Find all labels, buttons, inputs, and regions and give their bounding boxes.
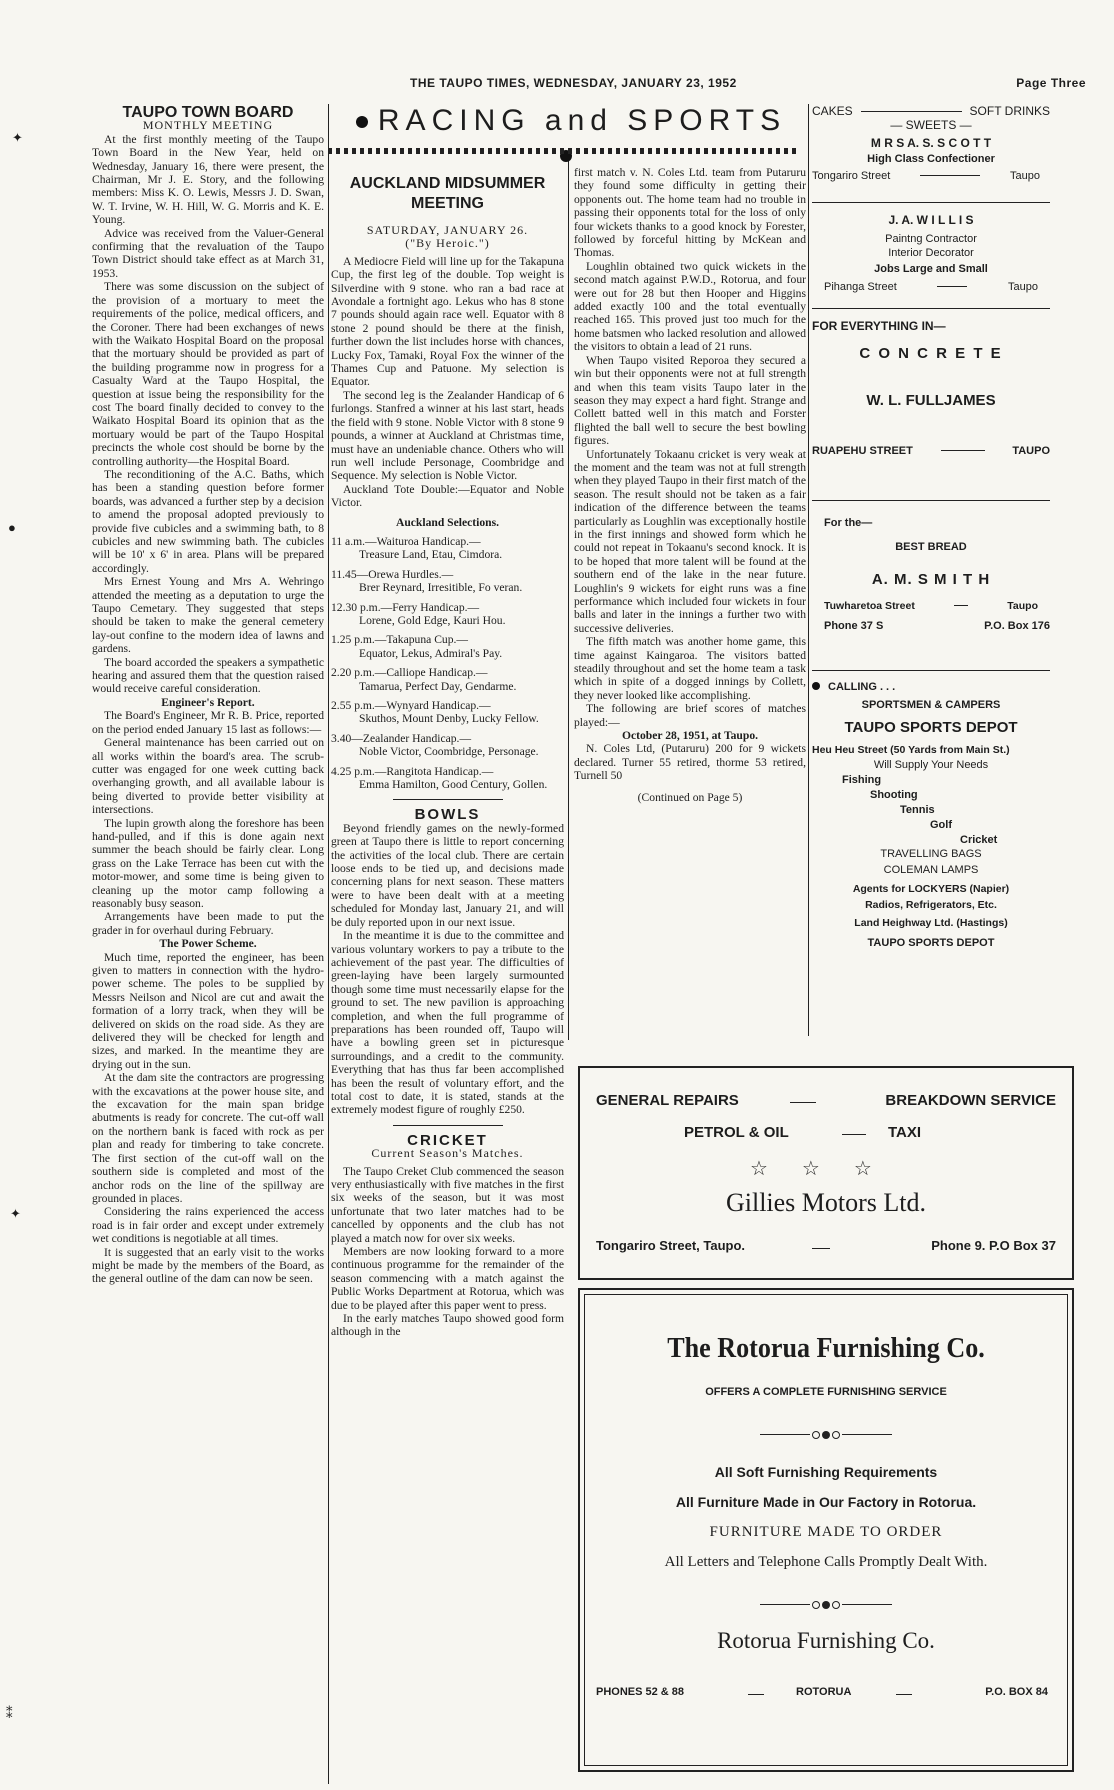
paragraph: Unfortunately Tokaanu cricket is very weak at the moment and the team was not at full strength when they played Taupo in their first match of the season. The result should not be taken as a fair indication of the difference between the teams particularly as Loughlin was exceptionally hostile in the first innings and showed form which he could not repeat in Tokaanu's second knock. It is to be hoped that more talent will be found at the southern end of the lake in the near future. Loughlin's 9 wickets for eight runs was a fine performance which included four wickets in four balls and later in the innings a further two with successive deliveries. bbox=[574, 447, 806, 635]
rotorua-furnishing-ad bbox=[578, 1288, 1074, 1772]
ads-column bbox=[812, 104, 1050, 977]
bread-ad bbox=[812, 501, 1050, 671]
race-picks: Treasure Land, Etau, Cimdora. bbox=[359, 548, 503, 562]
divider bbox=[790, 1092, 816, 1103]
dashed-rule bbox=[328, 148, 798, 154]
ornament bbox=[580, 1422, 1072, 1440]
ad-text: P.O. BOX 84 bbox=[985, 1686, 1048, 1698]
paragraph: The lupin growth along the foreshore has been hand-pulled, and if this is done again next summer the beach should be fairly clear. Long grass on the Lake Terrace has been cut with the motor-mower, and some time is being given to cleaning up the motor camp following a reasonably busy season. bbox=[92, 816, 324, 910]
ad-headline: C O N C R E T E bbox=[859, 345, 1003, 362]
ad-text: TAUPO SPORTS DEPOT bbox=[867, 937, 995, 949]
paragraph: The Taupo Creket Club commenced the season very enthusiastically with five matches in the first six weeks of the season, but it was most unfortunate that two later matches had to be cancelled by opponents and the club has not played a match now for over six weeks. bbox=[331, 1164, 564, 1245]
ad-text: Interior Decorator bbox=[888, 247, 974, 259]
paragraph: At the dam site the contractors are progressing with the excavations at the power house site, and the excavation for the main span bridge abutments is ready for concrete. The cut-off wall on the northern bank is faced with rock as per plan and ready for timbering to take concrete. The first section of the cut-off wall on the southern side is completed and most of the anchor rods on the line of the spillway are grounded in places. bbox=[92, 1071, 324, 1205]
ad-text: High Class Confectioner bbox=[867, 153, 995, 165]
racing-sports-banner bbox=[338, 104, 794, 148]
divider bbox=[954, 600, 968, 606]
ad-name: TAUPO SPORTS DEPOT bbox=[844, 719, 1018, 736]
willis-ad bbox=[812, 203, 1050, 309]
paragraph: The fifth match was another home game, this time against Kaingaroa. The visitors batted steadily throughout and set the home team a task which in spite of a dogged innings by Collett, they never looked like accomplishing. bbox=[574, 635, 806, 702]
ad-text: Land Heighway Ltd. (Hastings) bbox=[854, 917, 1008, 929]
ad-text: TAUPO bbox=[1012, 445, 1050, 457]
ad-text: Paintng Contractor bbox=[885, 233, 977, 245]
ad-text: Cricket bbox=[960, 834, 998, 846]
article-title: AUCKLAND MIDSUMMER MEETING bbox=[349, 175, 546, 212]
divider bbox=[861, 104, 962, 112]
paragraph: In the meantime it is due to the committee and various voluntary workers to pay a tribute to the achievement of the past year. The difficulties of green-laying have been largely surmounted though some time must necessarily elapse for the ground to set. The new pavilion is approaching completion, and when the full programme of preparations has been rounded off, Taupo will have a bowling green set in picturesque surroundings, and a credit to the community. Everything that has thus far been accomplished has been the result of voluntary effort, and the total cost to date, it is stated, stands at the extremely modest figure of roughly £250. bbox=[331, 929, 564, 1117]
ad-text: FOR EVERYTHING IN— bbox=[812, 319, 946, 333]
gillies-motors-ad bbox=[578, 1066, 1074, 1280]
paragraph: The second leg is the Zealander Handicap of 6 furlongs. Stanfred a winner at his last start, heads the field with 9 stone. Noble Victor with 8 stone 9 pounds, a winner at Auckland at Christmas time, must have an undeniable chance. Others who will run well include Personage, Coombridge and Sequence. My selection is Noble Victor. bbox=[331, 388, 564, 483]
ad-row bbox=[812, 620, 1050, 632]
section-heading: Engineer's Report. bbox=[161, 695, 255, 709]
paragraph: The Board's Engineer, Mr R. B. Price, reported on the period ended January 15 last as follows:— bbox=[92, 709, 324, 736]
ad-text: RUAPEHU STREET bbox=[812, 445, 913, 457]
race-name: 2.20 p.m.—Calliope Handicap.— bbox=[331, 666, 488, 680]
paragraph: Much time, reported the engineer, has been given to matters in connection with the hydro-power scheme. The poles to be supplied by Messrs Neilson and Nicol are cut and await the formation of a lorry track, when they will be delivered on skids on the road side. As they are delivered they will be checked for length and sizes, and marked. In the meantime they are drying out in the sun. bbox=[92, 950, 324, 1071]
ad-text: Agents for LOCKYERS (Napier) bbox=[852, 883, 1010, 895]
ad-row bbox=[812, 170, 1050, 182]
ad-name: W. L. FULLJAMES bbox=[866, 392, 996, 409]
race-name: 12.30 p.m.—Ferry Handicap.— bbox=[331, 600, 480, 614]
column-rule bbox=[568, 160, 569, 1040]
ad-text: CALLING . . . bbox=[828, 681, 896, 693]
ad-text: Pihanga Street bbox=[824, 281, 897, 293]
column-rule bbox=[808, 104, 809, 1036]
ad-text: Taupo bbox=[1008, 281, 1038, 293]
ad-headline: BEST BREAD bbox=[895, 541, 967, 553]
paragraph: There was some discussion on the subject of the provision of a mortuary to meet the requirements of the police, medical officers, and the Coroner. There had been exchanges of news with the Waikato Hospital Board on the proposal that the mortuary should be provided as part of the building programme now in progress for a Casualty Ward at the Taupo Hospital, the question at issue being the responsibility for the cost The board finally decided to convey to the Waikato Hospital Board its opinion that as the mortuary would be part of the Taupo Hospital precincts the whole cost should be borne by the controlling authority—the Hospital Board. bbox=[92, 280, 324, 468]
paragraph: In the early matches Taupo showed good form although in the bbox=[331, 1312, 564, 1339]
ad-signature: Rotorua Furnishing Co. bbox=[717, 1628, 935, 1653]
ad-text: Golf bbox=[930, 819, 952, 831]
page-number: Page Three bbox=[1016, 76, 1086, 90]
ad-text: Phone 37 S bbox=[824, 620, 884, 632]
race-name: 4.25 p.m.—Rangitota Handicap.— bbox=[331, 764, 494, 778]
ad-text: Shooting bbox=[870, 789, 918, 801]
race-picks: Lorene, Gold Edge, Kauri Hou. bbox=[359, 613, 506, 627]
ad-row bbox=[812, 681, 1050, 693]
ad-row bbox=[812, 600, 1050, 612]
divider bbox=[920, 170, 980, 176]
paragraph: At the first monthly meeting of the Taupo Town Board in the New Year, held on Wednesday, January 16, there were present, the Chairman, Mr J. E. Story, and the following members: Miss K. O. Lewis, Messrs J. D. Swan, W. T. Irvine, W. H. Hill, W. G. Morris and K. E. Young. bbox=[92, 132, 324, 227]
sports-depot-ad bbox=[812, 671, 1050, 977]
divider bbox=[393, 1125, 503, 1126]
ornament-icon bbox=[760, 1431, 892, 1439]
paragraph: A Mediocre Field will line up for the Takapuna Cup, the first leg of the double. Top weight is Silverdine with 9 stone. who ran a bad race at Avondale a fortnight ago. Lekus who has 8 stone 7 pounds should again race well. Equator with 8 stone 2 pound should be there at the finish, further down the list includes horse with chances, Lucky Fox, Tamaki, Royal Fox the winner of the Thames Cup and Patuone. My selection is Equator. bbox=[331, 254, 564, 389]
article-subtitle: MONTHLY MEETING bbox=[142, 118, 274, 133]
ad-name: M R S A. S. S C O T T bbox=[870, 136, 992, 150]
race-name: 11.45—Orewa Hurdles.— bbox=[331, 567, 454, 581]
paragraph: Beyond friendly games on the newly-formed green at Taupo there is little to report concerning the activities of the local club. There are certain loose ends to be tied up, and decisions made concerning plans for next season. These matters were to have been dealt with at a meeting scheduled for Monday last, January 21, and will be duly reported upon in our next issue. bbox=[331, 821, 564, 929]
divider bbox=[393, 799, 503, 800]
ad-text: BREAKDOWN SERVICE bbox=[885, 1092, 1056, 1109]
ad-name: The Rotorua Furnishing Co. bbox=[667, 1332, 985, 1364]
ad-text: Taupo bbox=[1007, 600, 1038, 612]
paragraph: Members are now looking forward to a more continuous programme for the remainder of the season commencing with a match against the Public Works Department at Rotorua, which was due to be played after this paper went to press. bbox=[331, 1245, 564, 1312]
ad-text: Fishing bbox=[842, 774, 882, 786]
score-heading: October 28, 1951, at Taupo. bbox=[621, 729, 759, 743]
paragraph: Auckland Tote Double:—Equator and Noble Victor. bbox=[331, 482, 564, 510]
section-heading: Auckland Selections. bbox=[395, 515, 500, 529]
ad-text: For the— bbox=[824, 517, 873, 529]
scott-ad bbox=[812, 104, 1050, 203]
race-name: 1.25 p.m.—Takapuna Cup.— bbox=[331, 633, 469, 647]
paragraph: It is suggested that an early visit to the works might be made by the members of the Board, as the general outline of the dam can now be seen. bbox=[92, 1245, 324, 1286]
paragraph: Advice was received from the Valuer-General confirming that the revaluation of the Taupo Town District should take effect as at March 31, 1953. bbox=[92, 226, 324, 280]
article-title: TAUPO TOWN BOARD bbox=[122, 104, 294, 121]
ad-text: COLEMAN LAMPS bbox=[883, 864, 979, 876]
scan-mark: ⁑ bbox=[6, 1706, 13, 1721]
race-picks: Skuthos, Mount Denby, Lucky Fellow. bbox=[359, 712, 539, 726]
ad-text: Taupo bbox=[1010, 170, 1040, 182]
bowls-title: BOWLS bbox=[414, 806, 481, 824]
masthead: THE TAUPO TIMES, WEDNESDAY, JANUARY 23, 1952 bbox=[410, 76, 737, 90]
ad-name: A. M. S M I T H bbox=[871, 571, 991, 588]
divider bbox=[896, 1686, 912, 1695]
ad-text: All Soft Furnishing Requirements bbox=[714, 1464, 938, 1480]
ad-text: All Letters and Telephone Calls Promptly Dealt With. bbox=[664, 1554, 988, 1570]
divider bbox=[842, 1124, 866, 1135]
paragraph: Considering the rains experienced the access road is in fair order and except under extremely wet conditions is negotiable at all times. bbox=[92, 1205, 324, 1246]
paragraph: General maintenance has been carried out on all works within the board's area. The scrub-cutter was engaged for one week cutting back overhanging growth, and all available labour is being diverted to provide better visibility at intersections. bbox=[92, 736, 324, 817]
ad-text: PETROL & OIL bbox=[684, 1124, 789, 1141]
scan-mark: ✦ bbox=[10, 1206, 21, 1221]
ad-text: SPORTSMEN & CAMPERS bbox=[861, 699, 1001, 711]
section-heading: The Power Scheme. bbox=[159, 937, 257, 951]
paragraph: The reconditioning of the A.C. Baths, which has been a standing question before former boards, was advanced a further step by a decision to amend the proposal adopted previously to provide five cubicles and a swimming bath, to 8 cubicles and new swimming bath. The cubicles will be 10' x 6' in area. Plans will be prepared accordingly. bbox=[92, 467, 324, 575]
ad-text: P.O. Box 176 bbox=[984, 620, 1050, 632]
ad-text: Jobs Large and Small bbox=[874, 263, 988, 275]
scan-mark: ✦ bbox=[12, 130, 23, 145]
byline: ("By Heroic.") bbox=[405, 236, 490, 251]
paragraph: Mrs Ernest Young and Mrs A. Wehringo attended the meeting as a deputation to urge the Taupo Cemetary. They suggested that steps should be taken to make the general cemetery lay-out confine to the modern idea of lawns and gardens. bbox=[92, 575, 324, 656]
race-name: 2.55 p.m.—Wynyard Handicap.— bbox=[331, 699, 491, 712]
concrete-ad bbox=[812, 309, 1050, 501]
ornament bbox=[580, 1592, 1072, 1610]
race-picks: Equator, Lekus, Admiral's Pay. bbox=[359, 646, 503, 660]
ad-text: GENERAL REPAIRS bbox=[596, 1092, 739, 1109]
divider bbox=[748, 1686, 764, 1695]
race-picks: Tamarua, Perfect Day, Gendarme. bbox=[359, 679, 517, 693]
ad-text: PHONES 52 & 88 bbox=[596, 1686, 685, 1698]
ad-text: TAXI bbox=[888, 1124, 922, 1141]
banner-text: RACING and SPORTS bbox=[377, 104, 787, 137]
ad-text: Tennis bbox=[900, 804, 935, 816]
divider bbox=[812, 1238, 830, 1249]
ad-text: Phone 9. P.O Box 37 bbox=[931, 1238, 1056, 1253]
racing-column bbox=[331, 174, 564, 1339]
race-picks: Emma Hamilton, Good Century, Gollen. bbox=[359, 778, 548, 792]
ad-row bbox=[812, 445, 1050, 457]
ad-text: Tuwharetoa Street bbox=[824, 600, 915, 612]
race-name: 3.40—Zealander Handicap.— bbox=[331, 731, 472, 745]
star-icon: ☆☆☆ bbox=[750, 1158, 906, 1180]
cricket-subtitle: Current Season's Matches. bbox=[371, 1146, 524, 1161]
column-rule bbox=[328, 104, 329, 1784]
article-date: SATURDAY, JANUARY 26. bbox=[366, 223, 529, 237]
selections-list bbox=[331, 535, 564, 792]
ad-text: OFFERS A COMPLETE FURNISHING SERVICE bbox=[705, 1386, 947, 1398]
divider bbox=[941, 445, 985, 451]
race-picks: Brer Reynard, Irresitible, Fo veran. bbox=[359, 581, 523, 595]
paragraph: N. Coles Ltd, (Putaruru) 200 for 9 wickets declared. Turner 55 retired, thorme 53 retired, Turnell 50 bbox=[574, 742, 806, 783]
ad-text: All Furniture Made in Our Factory in Rotorua. bbox=[675, 1494, 977, 1510]
paragraph: The following are brief scores of matches played:— bbox=[574, 702, 806, 729]
divider bbox=[937, 281, 967, 287]
cricket-column bbox=[574, 166, 806, 804]
paragraph: Loughlin obtained two quick wickets in the second match against P.W.D., Rotorua, and four were out for 28 but then Hooper and Higgins added exactly 100 and the total eventually reached 165. This proved just too much for the home batsmen who lacked resolution and allowed the visitors to obtain a lead of 21 runs. bbox=[574, 259, 806, 354]
ad-row bbox=[812, 281, 1050, 293]
ad-name: J. A. W I L L I S bbox=[888, 213, 974, 227]
ad-text: Will Supply Your Needs bbox=[873, 759, 989, 771]
cricket-title: CRICKET bbox=[407, 1131, 488, 1149]
ad-text: — SWEETS — bbox=[890, 118, 972, 132]
ad-text: CAKES bbox=[812, 104, 853, 118]
ornament-icon bbox=[760, 1601, 892, 1609]
ad-text: Heu Heu Street (50 Yards from Main St.) bbox=[812, 744, 1010, 756]
paragraph: When Taupo visited Reporoa they secured a win but their opponents were not at full strength and when this team visits Taupo later in the season they may expect a hard fight. Strange and Collett batted well in this match and Forster flighted the ball well to secure the best bowling figures. bbox=[574, 353, 806, 448]
scan-mark: ● bbox=[8, 520, 16, 535]
paragraph: The board accorded the speakers a sympathetic hearing and assured them that the question raised would receive careful consideration. bbox=[92, 655, 324, 696]
town-board-article bbox=[92, 106, 324, 1286]
race-picks: Noble Victor, Coombridge, Personage. bbox=[359, 745, 539, 759]
bullet-icon bbox=[812, 682, 820, 690]
ad-text: ROTORUA bbox=[796, 1686, 852, 1698]
ad-text: TRAVELLING BAGS bbox=[880, 848, 982, 860]
ad-text: Tongariro Street, Taupo. bbox=[596, 1238, 746, 1253]
ad-name: Gillies Motors Ltd. bbox=[725, 1188, 927, 1217]
ad-text: Radios, Refrigerators, Etc. bbox=[865, 899, 997, 911]
race-name: 11 a.m.—Waituroa Handicap.— bbox=[331, 534, 481, 548]
paragraph: Arrangements have been made to put the grader in for overhaul during February. bbox=[92, 910, 324, 937]
paragraph: first match v. N. Coles Ltd. team from Putaruru they found some difficulty in getting their opponents out. The home team had no trouble in passing their opponents total for the loss of only four wickets thanks to a good knock by Forester, followed by forceful hitting by McKean and Thomas. bbox=[574, 166, 806, 260]
ad-text: SOFT DRINKS bbox=[969, 104, 1050, 118]
bullet-icon bbox=[356, 116, 368, 128]
continued-note: (Continued on Page 5) bbox=[637, 790, 743, 804]
ad-row bbox=[812, 104, 1050, 118]
ad-text: FURNITURE MADE TO ORDER bbox=[709, 1524, 943, 1540]
ad-text: Tongariro Street bbox=[812, 170, 891, 182]
